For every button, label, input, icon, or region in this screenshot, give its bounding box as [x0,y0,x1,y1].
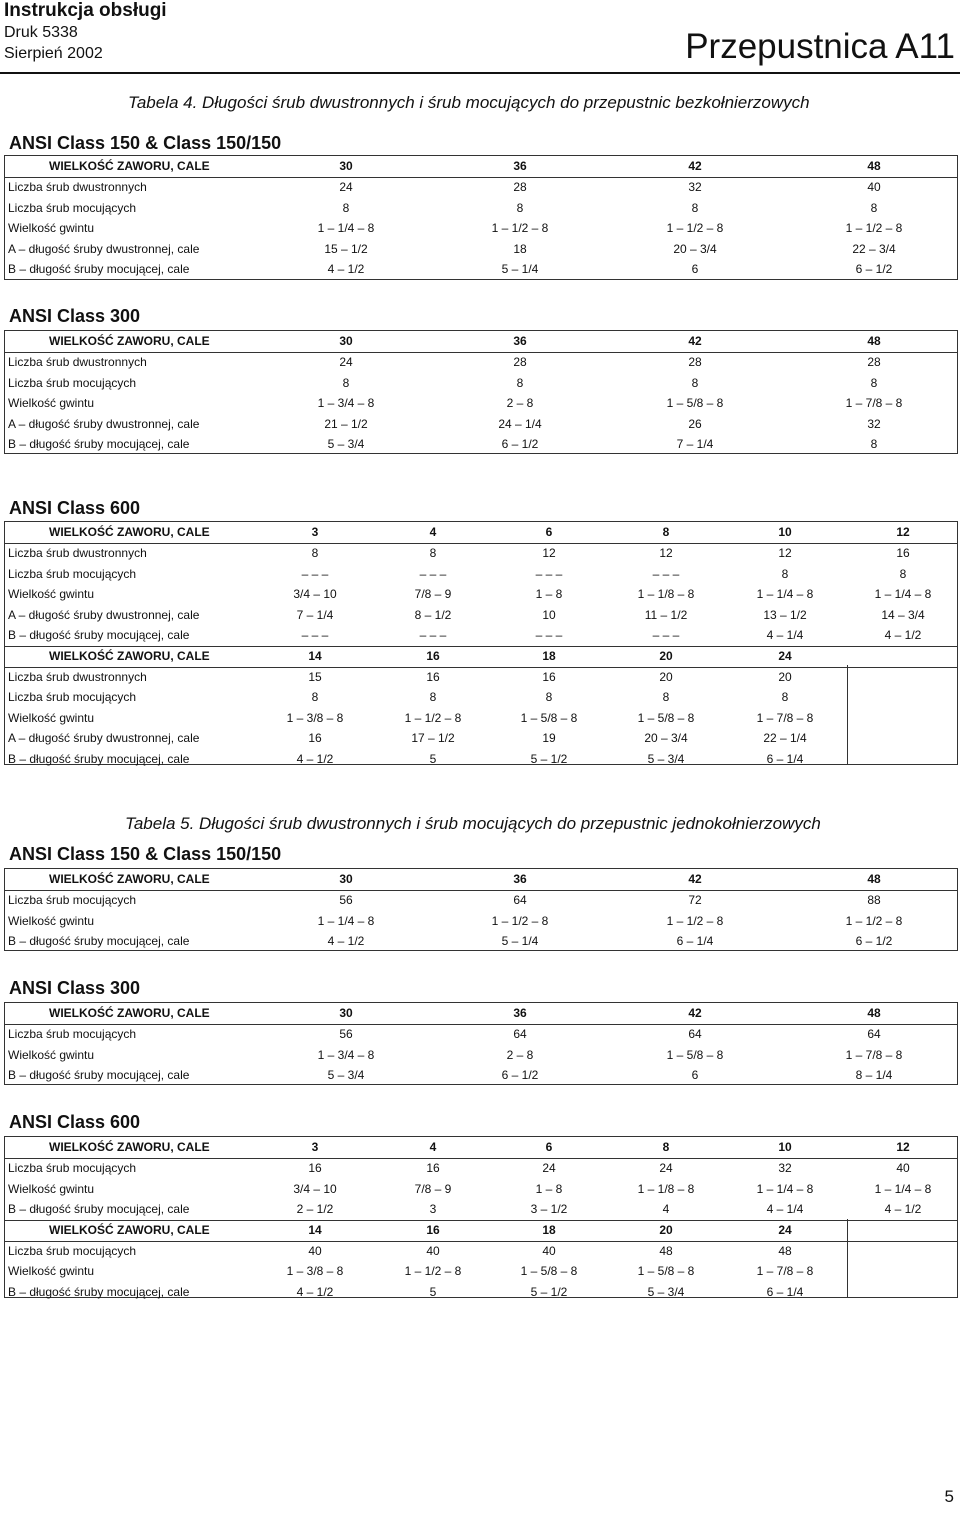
cell-value: 12 [659,546,673,560]
size-value: 42 [688,872,702,886]
cell-value: 16 [426,669,440,684]
cell-value: 8 [691,200,699,215]
row-label: Liczba śrub dwustronnych [8,180,147,194]
cell-value: 12 [542,546,556,560]
table-row [5,1179,957,1200]
cell-value: 4 [662,1202,670,1216]
section-title: ANSI Class 600 [9,1112,141,1132]
cell-value: 8 [870,437,878,451]
cell-value: 3/4 – 10 [293,587,337,601]
cell-value: 1 – 1/4 – 8 [874,587,932,601]
size-value: 36 [513,159,527,173]
row-label: A – długość śruby dwustronnej, cale [8,607,200,622]
size-value: 30 [339,872,353,886]
row-label: Wielkość gwintu [8,1264,95,1278]
row-label: Wielkość gwintu [8,396,95,410]
row-label: A – długość śruby dwustronnej, cale [8,416,200,431]
cell-value: 1 – 1/2 – 8 [666,221,724,235]
document-header-left [4,0,167,64]
cell-value: 5 [429,751,437,766]
cell-value: 1 – 5/8 – 8 [666,396,724,410]
size-value: 3 [311,1140,319,1154]
cell-value: – – – [652,566,680,581]
size-header-label: WIELKOŚĆ ZAWORU, CALE [49,872,210,886]
spec-table [4,330,958,454]
size-value: 30 [339,334,353,348]
row-label: B – długość śruby mocującej, cale [8,262,190,276]
row-label: B – długość śruby mocującej, cale [8,1284,190,1299]
cell-value: 8 – 1/2 [414,607,452,622]
cell-value: 16 [308,1161,322,1175]
table-row [5,605,957,626]
cell-value: 6 – 1/2 [855,262,893,276]
cell-value: 1 – 5/8 – 8 [637,710,695,725]
size-value: 18 [542,1222,556,1237]
cell-value: 7 – 1/4 [676,437,714,451]
table-row [5,1241,957,1262]
size-header-label: WIELKOŚĆ ZAWORU, CALE [49,334,210,348]
row-label: A – długość śruby dwustronnej, cale [8,731,200,745]
cell-value: 1 – 1/4 – 8 [317,913,375,928]
cell-value: 1 – 1/2 – 8 [404,710,462,725]
cell-value: 1 – 7/8 – 8 [756,710,814,725]
cell-value: 8 [781,690,789,704]
cell-value: 16 [308,731,322,745]
size-value: 6 [545,1140,553,1154]
cell-value: 8 [781,566,789,581]
row-label: Liczba śrub mocujących [8,566,137,581]
table-row [5,1045,957,1066]
cell-value: 40 [867,180,881,194]
row-label: Wielkość gwintu [8,1181,95,1196]
cell-value: 28 [513,180,527,194]
cell-value: 10 [542,607,556,622]
cell-value: 1 – 1/4 – 8 [756,587,814,601]
size-value: 8 [662,525,670,539]
row-label: Wielkość gwintu [8,710,95,725]
cell-value: 5 – 1/4 [501,934,539,948]
cell-value: 6 [691,1068,699,1082]
cell-value: 1 – 1/4 – 8 [317,221,375,235]
cell-value: 13 – 1/2 [763,607,807,622]
row-label: B – długość śruby mocującej, cale [8,751,190,766]
cell-value: 1 – 8 [535,587,563,601]
size-value: 20 [659,648,673,663]
cell-value: 24 [659,1161,673,1175]
cell-value: 32 [778,1161,792,1175]
cell-value: 28 [688,355,702,369]
cell-value: 1 – 1/2 – 8 [404,1264,462,1278]
cell-value: 5 [429,1284,437,1299]
size-value: 36 [513,872,527,886]
size-value: 24 [778,648,792,663]
cell-value: 8 [691,375,699,390]
cell-value: 21 – 1/2 [324,416,368,431]
table-header-row [5,1220,957,1242]
cell-value: 2 – 8 [506,1047,534,1062]
cell-value: 4 – 1/2 [296,1284,334,1299]
cell-value: 7 – 1/4 [296,607,334,622]
cell-value: 8 [899,566,907,581]
section-title: ANSI Class 300 [9,306,141,326]
spec-table [4,155,958,280]
table-row [5,434,957,455]
cell-value: 8 [429,690,437,704]
size-value: 12 [896,525,910,539]
table-header-row [5,1137,957,1159]
cell-value: 4 – 1/2 [884,1202,922,1216]
table-row [5,625,957,647]
cell-value: 40 [426,1243,440,1258]
cell-value: 6 – 1/4 [766,751,804,766]
cell-value: 2 – 1/2 [296,1202,334,1216]
table-row [5,584,957,605]
size-header-label: WIELKOŚĆ ZAWORU, CALE [49,525,210,539]
table-row [5,911,957,932]
cell-value: 40 [542,1243,556,1258]
size-value: 10 [778,525,792,539]
cell-value: 16 [426,1161,440,1175]
row-label: B – długość śruby mocującej, cale [8,437,190,451]
cell-value: 8 – 1/4 [855,1068,893,1082]
table-row [5,259,957,280]
cell-value: 64 [513,1027,527,1041]
size-value: 14 [308,648,322,663]
table-row [5,1282,957,1303]
table-row [5,749,957,770]
size-value: 48 [867,1006,881,1020]
manual-title: Instrukcja obsługi [4,0,167,21]
cell-value: 8 [311,690,319,704]
cell-value: 32 [867,416,881,431]
row-label: B – długość śruby mocującej, cale [8,1068,190,1082]
size-value: 16 [426,1222,440,1237]
spec-table [4,1136,958,1298]
row-label: Liczba śrub mocujących [8,893,137,907]
size-header-label: WIELKOŚĆ ZAWORU, CALE [49,1140,210,1154]
size-value: 10 [778,1140,792,1154]
cell-value: 5 – 1/4 [501,262,539,276]
cell-value: 16 [896,546,910,560]
cell-value: 15 – 1/2 [324,241,368,256]
row-label: Liczba śrub dwustronnych [8,546,147,560]
document-number: Druk 5338 [4,24,78,41]
row-label: B – długość śruby mocującej, cale [8,628,190,642]
cell-value: 1 – 3/8 – 8 [286,1264,344,1278]
table-row [5,1024,957,1045]
size-value: 20 [659,1222,673,1237]
cell-value: 15 [308,669,322,684]
size-value: 48 [867,159,881,173]
cell-value: 1 – 3/4 – 8 [317,396,375,410]
cell-value: 6 – 1/4 [766,1284,804,1299]
cell-value: 20 – 3/4 [673,241,717,256]
section-title: ANSI Class 150 & Class 150/150 [9,844,282,864]
table-header-row [5,522,957,544]
table-row [5,1065,957,1086]
cell-value: 8 [516,375,524,390]
size-value: 4 [429,525,437,539]
cell-value: 64 [688,1027,702,1041]
cell-value: 6 – 1/2 [501,437,539,451]
cell-value: 6 – 1/2 [855,934,893,948]
spec-table [4,1002,958,1085]
cell-value: 8 [516,200,524,215]
cell-value: 1 – 5/8 – 8 [666,1047,724,1062]
table-row [5,373,957,394]
cell-value: 1 – 1/4 – 8 [874,1181,932,1196]
row-label: Wielkość gwintu [8,221,95,235]
size-value: 30 [339,1006,353,1020]
cell-value: 26 [688,416,702,431]
table-row [5,543,957,564]
cell-value: 11 – 1/2 [644,607,688,622]
cell-value: 24 – 1/4 [498,416,542,431]
row-label: Wielkość gwintu [8,587,95,601]
cell-value: 17 – 1/2 [411,731,455,745]
size-value: 24 [778,1222,792,1237]
cell-value: 1 – 5/8 – 8 [520,710,578,725]
table-row [5,218,957,239]
table-row [5,239,957,260]
cell-value: 5 – 3/4 [647,1284,685,1299]
cell-value: 2 – 8 [506,396,534,410]
table-row [5,1158,957,1179]
row-label: Liczba śrub dwustronnych [8,355,147,369]
cell-value: 19 [542,731,556,745]
cell-value: 56 [339,893,353,907]
size-value: 42 [688,159,702,173]
cell-value: 6 – 1/2 [501,1068,539,1082]
size-value: 14 [308,1222,322,1237]
cell-value: 88 [867,893,881,907]
size-value: 42 [688,334,702,348]
size-header-label: WIELKOŚĆ ZAWORU, CALE [49,1222,210,1237]
table-row [5,1199,957,1221]
cell-value: 40 [896,1161,910,1175]
cell-value: 3/4 – 10 [293,1181,337,1196]
cell-value: 28 [513,355,527,369]
document-date: Sierpień 2002 [4,45,103,62]
cell-value: 6 [691,262,699,276]
table4-caption: Tabela 4. Długości śrub dwustronnych i śrub mocujących do przepustnic bezkołnierzowych [128,93,810,112]
cell-value: 8 [342,375,350,390]
cell-value: 28 [867,355,881,369]
cell-value: 24 [339,355,353,369]
cell-value: 1 – 1/2 – 8 [491,913,549,928]
row-label: Liczba śrub mocujących [8,690,137,704]
cell-value: – – – [535,628,563,642]
size-value: 4 [429,1140,437,1154]
cell-value: 16 [542,669,556,684]
table-divider [847,665,848,764]
cell-value: 4 – 1/2 [327,934,365,948]
spec-table [4,521,958,765]
cell-value: 8 [342,200,350,215]
size-header-label: WIELKOŚĆ ZAWORU, CALE [49,1006,210,1020]
cell-value: 18 [513,241,527,256]
cell-value: 8 [870,200,878,215]
size-value: 6 [545,525,553,539]
cell-value: 4 – 1/2 [327,262,365,276]
size-value: 3 [311,525,319,539]
cell-value: 20 – 3/4 [644,731,688,745]
cell-value: 12 [778,546,792,560]
cell-value: 22 – 1/4 [763,731,807,745]
cell-value: 5 – 3/4 [327,1068,365,1082]
table-row [5,890,957,911]
cell-value: 4 – 1/2 [884,628,922,642]
cell-value: 24 [339,180,353,194]
row-label: A – długość śruby dwustronnej, cale [8,241,200,256]
cell-value: 1 – 7/8 – 8 [845,1047,903,1062]
size-header-label: WIELKOŚĆ ZAWORU, CALE [49,159,210,173]
cell-value: 1 – 1/2 – 8 [845,913,903,928]
table-row [5,708,957,729]
size-value: 36 [513,334,527,348]
section-title: ANSI Class 300 [9,978,141,998]
cell-value: – – – [419,628,447,642]
cell-value: – – – [301,566,329,581]
table-row [5,728,957,749]
cell-value: 1 – 3/4 – 8 [317,1047,375,1062]
table-header-row [5,156,957,178]
cell-value: 20 [778,669,792,684]
cell-value: – – – [535,566,563,581]
row-label: Wielkość gwintu [8,1047,95,1062]
row-label: Liczba śrub mocujących [8,1243,137,1258]
cell-value: 1 – 7/8 – 8 [845,396,903,410]
cell-value: 1 – 1/2 – 8 [666,913,724,928]
cell-value: 7/8 – 9 [414,587,452,601]
size-value: 16 [426,648,440,663]
table-row [5,687,957,708]
table-header-row [5,331,957,353]
size-value: 36 [513,1006,527,1020]
cell-value: 8 [545,690,553,704]
cell-value: 22 – 3/4 [852,241,896,256]
table-header-row [5,1003,957,1025]
section-title: ANSI Class 150 & Class 150/150 [9,133,282,153]
cell-value: 4 – 1/4 [766,628,804,642]
cell-value: 1 – 1/8 – 8 [637,587,695,601]
cell-value: 1 – 8 [535,1181,563,1196]
cell-value: 48 [778,1243,792,1258]
row-label: Liczba śrub mocujących [8,1161,137,1175]
row-label: Liczba śrub mocujących [8,200,137,215]
row-label: B – długość śruby mocującej, cale [8,934,190,948]
cell-value: 1 – 1/2 – 8 [845,221,903,235]
cell-value: 5 – 3/4 [647,751,685,766]
cell-value: 1 – 5/8 – 8 [637,1264,695,1278]
product-title: Przepustnica A11 [685,27,955,66]
section-title: ANSI Class 600 [9,498,141,518]
table-row [5,198,957,219]
row-label: Liczba śrub mocujących [8,375,137,390]
cell-value: 3 – 1/2 [530,1202,568,1216]
size-value: 48 [867,334,881,348]
row-label: Liczba śrub dwustronnych [8,669,147,684]
cell-value: 14 – 3/4 [881,607,925,622]
cell-value: 4 – 1/2 [296,751,334,766]
cell-value: 1 – 7/8 – 8 [756,1264,814,1278]
page-number: 5 [944,1487,954,1506]
cell-value: 6 – 1/4 [676,934,714,948]
cell-value: 4 – 1/4 [766,1202,804,1216]
cell-value: 8 [870,375,878,390]
cell-value: 20 [659,669,673,684]
size-value: 8 [662,1140,670,1154]
table-divider [847,1219,848,1297]
table-row [5,667,957,688]
header-rule [0,72,960,74]
table-row [5,1261,957,1282]
cell-value: 8 [429,546,437,560]
cell-value: 8 [311,546,319,560]
cell-value: 7/8 – 9 [414,1181,452,1196]
cell-value: 1 – 1/4 – 8 [756,1181,814,1196]
table-row [5,564,957,585]
table-row [5,931,957,952]
size-header-label: WIELKOŚĆ ZAWORU, CALE [49,648,210,663]
cell-value: 5 – 3/4 [327,437,365,451]
cell-value: 40 [308,1243,322,1258]
row-label: B – długość śruby mocującej, cale [8,1202,190,1216]
cell-value: 8 [662,690,670,704]
table-header-row [5,646,957,668]
cell-value: 1 – 5/8 – 8 [520,1264,578,1278]
cell-value: 24 [542,1161,556,1175]
cell-value: 3 [429,1202,437,1216]
cell-value: 64 [513,893,527,907]
table-row [5,414,957,435]
size-value: 12 [896,1140,910,1154]
row-label: Liczba śrub mocujących [8,1027,137,1041]
cell-value: 56 [339,1027,353,1041]
cell-value: 32 [688,180,702,194]
cell-value: 72 [688,893,702,907]
table-row [5,393,957,414]
cell-value: 1 – 1/8 – 8 [637,1181,695,1196]
cell-value: 5 – 1/2 [530,1284,568,1299]
cell-value: 1 – 1/2 – 8 [491,221,549,235]
size-value: 18 [542,648,556,663]
cell-value: 64 [867,1027,881,1041]
cell-value: 48 [659,1243,673,1258]
cell-value: – – – [652,628,680,642]
table-row [5,177,957,198]
row-label: Wielkość gwintu [8,913,95,928]
table-row [5,352,957,373]
size-value: 42 [688,1006,702,1020]
table5-caption: Tabela 5. Długości śrub dwustronnych i śrub mocujących do przepustnic jednokołnierzowych [125,814,821,833]
size-value: 30 [339,159,353,173]
cell-value: – – – [419,566,447,581]
size-value: 48 [867,872,881,886]
cell-value: 5 – 1/2 [530,751,568,766]
cell-value: 1 – 3/8 – 8 [286,710,344,725]
spec-table [4,868,958,951]
cell-value: – – – [301,628,329,642]
table-header-row [5,869,957,891]
